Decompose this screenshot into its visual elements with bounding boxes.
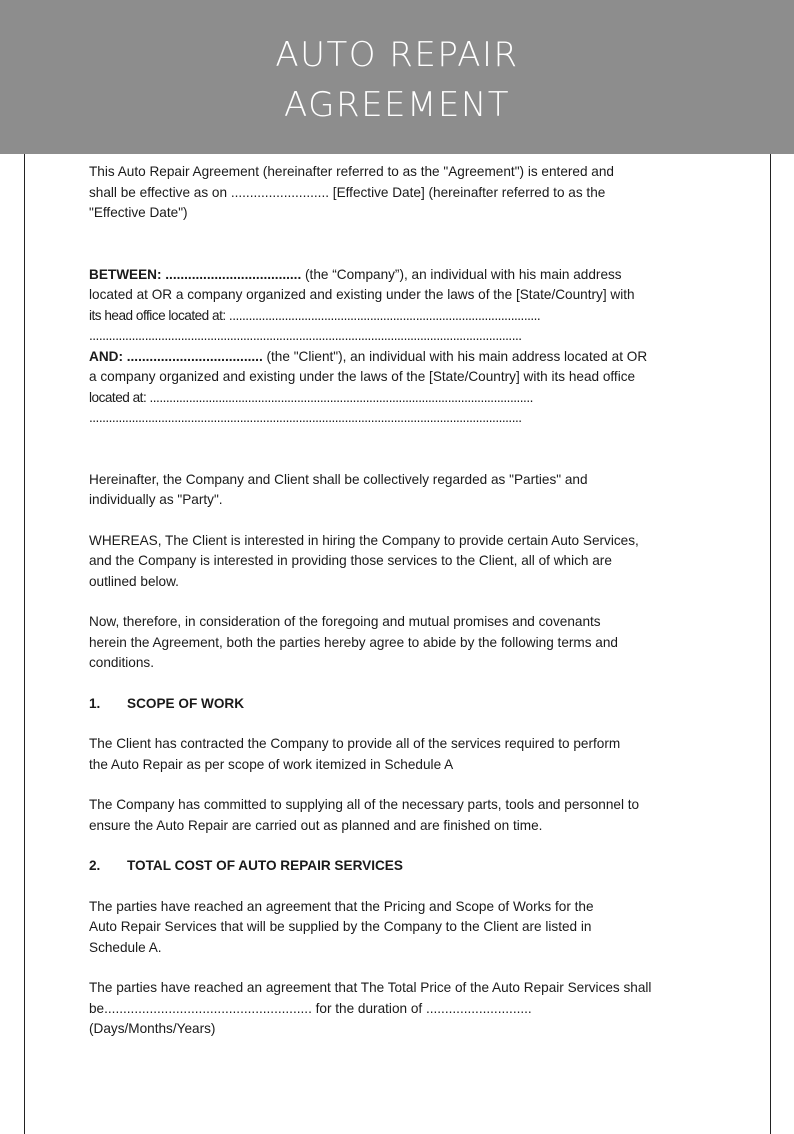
company-address-blank: .................................................................................................................................... bbox=[89, 328, 522, 343]
section-1-number: 1. bbox=[89, 695, 101, 711]
whereas-line: and the Company is interested in providing those services to the Client, all of which are bbox=[89, 553, 612, 568]
and-text: (the "Client"), an individual with his main address located at OR bbox=[262, 348, 648, 364]
parties-line: Hereinafter, the Company and Client shall be collectively regarded as "Parties" and bbox=[89, 471, 588, 487]
now-line: conditions. bbox=[89, 655, 154, 670]
document-body bbox=[89, 162, 704, 1060]
between-text: (the “Company”), an individual with his main address bbox=[301, 266, 622, 282]
between-line bbox=[89, 265, 704, 286]
now-line: herein the Agreement, both the parties hereby agree to abide by the following terms and bbox=[89, 634, 618, 650]
section-2-number: 2. bbox=[89, 858, 101, 873]
intro-line: This Auto Repair Agreement (hereinafter referred to as the "Agreement") is entered and bbox=[89, 164, 614, 179]
total-price-blank-line: be....................................................... for the duration of ............................ bbox=[89, 1000, 532, 1016]
and-label: AND: .................................... bbox=[89, 348, 263, 364]
section-1-line: ensure the Auto Repair are carried out as planned and are finished on time. bbox=[89, 817, 543, 833]
now-therefore-paragraph bbox=[89, 612, 704, 674]
spacer bbox=[89, 244, 704, 265]
intro-paragraph bbox=[89, 162, 704, 224]
section-2-title: TOTAL COST OF AUTO REPAIR SERVICES bbox=[127, 858, 403, 873]
whereas-line: outlined below. bbox=[89, 573, 179, 589]
section-1-heading bbox=[89, 694, 704, 715]
section-2-line: The parties have reached an agreement that the Pricing and Scope of Works for the bbox=[89, 898, 594, 914]
section-1-line: The Client has contracted the Company to provide all of the services required to perform bbox=[89, 736, 621, 751]
section-2-line: The parties have reached an agreement that The Total Price of the Auto Repair Services shall bbox=[89, 980, 652, 995]
section-2-heading bbox=[89, 856, 704, 877]
section-2-line: Auto Repair Services that will be supplied by the Company to the Client are listed in bbox=[89, 919, 592, 934]
between-label: BETWEEN: .................................... bbox=[89, 266, 302, 282]
parties-paragraph bbox=[89, 470, 704, 511]
section-1-line: The Company has committed to supplying all of the necessary parts, tools and personnel to bbox=[89, 797, 640, 812]
and-line bbox=[89, 347, 704, 368]
client-address-blank: .................................................................................................................................... bbox=[89, 410, 522, 425]
now-line: Now, therefore, in consideration of the foregoing and mutual promises and covenants bbox=[89, 614, 601, 629]
company-address-blank: its head office located at: ............................................................................................... bbox=[89, 307, 541, 323]
between-line: located at OR a company organized and existing under the laws of the [State/Country] with bbox=[89, 287, 635, 302]
banner-title-line-2: AGREEMENT bbox=[283, 85, 511, 125]
section-2-line: Schedule A. bbox=[89, 939, 162, 955]
section-1-paragraph-1 bbox=[89, 734, 704, 775]
intro-line: shall be effective as on .......................... [Effective Date] (hereinafter referred to as the bbox=[89, 184, 606, 200]
section-1-paragraph-2 bbox=[89, 795, 704, 836]
between-paragraph bbox=[89, 265, 704, 347]
section-2-line: (Days/Months/Years) bbox=[89, 1021, 216, 1036]
whereas-line: WHEREAS, The Client is interested in hiring the Company to provide certain Auto Services, bbox=[89, 532, 639, 548]
section-2-paragraph-1 bbox=[89, 897, 704, 959]
and-paragraph bbox=[89, 347, 704, 429]
section-2-paragraph-2 bbox=[89, 978, 704, 1040]
whereas-paragraph bbox=[89, 531, 704, 593]
client-address-blank: located at: ..................................................................................................................... bbox=[89, 389, 533, 405]
section-1-line: the Auto Repair as per scope of work itemized in Schedule A bbox=[89, 756, 454, 772]
section-1-title: SCOPE OF WORK bbox=[127, 695, 245, 711]
and-line: a company organized and existing under the laws of the [State/Country] with its head office bbox=[89, 369, 636, 384]
banner-title-line-1: AUTO REPAIR bbox=[275, 35, 519, 75]
parties-line: individually as "Party". bbox=[89, 492, 223, 507]
title-banner bbox=[0, 0, 794, 154]
intro-line: "Effective Date") bbox=[89, 205, 188, 220]
spacer bbox=[89, 449, 704, 470]
